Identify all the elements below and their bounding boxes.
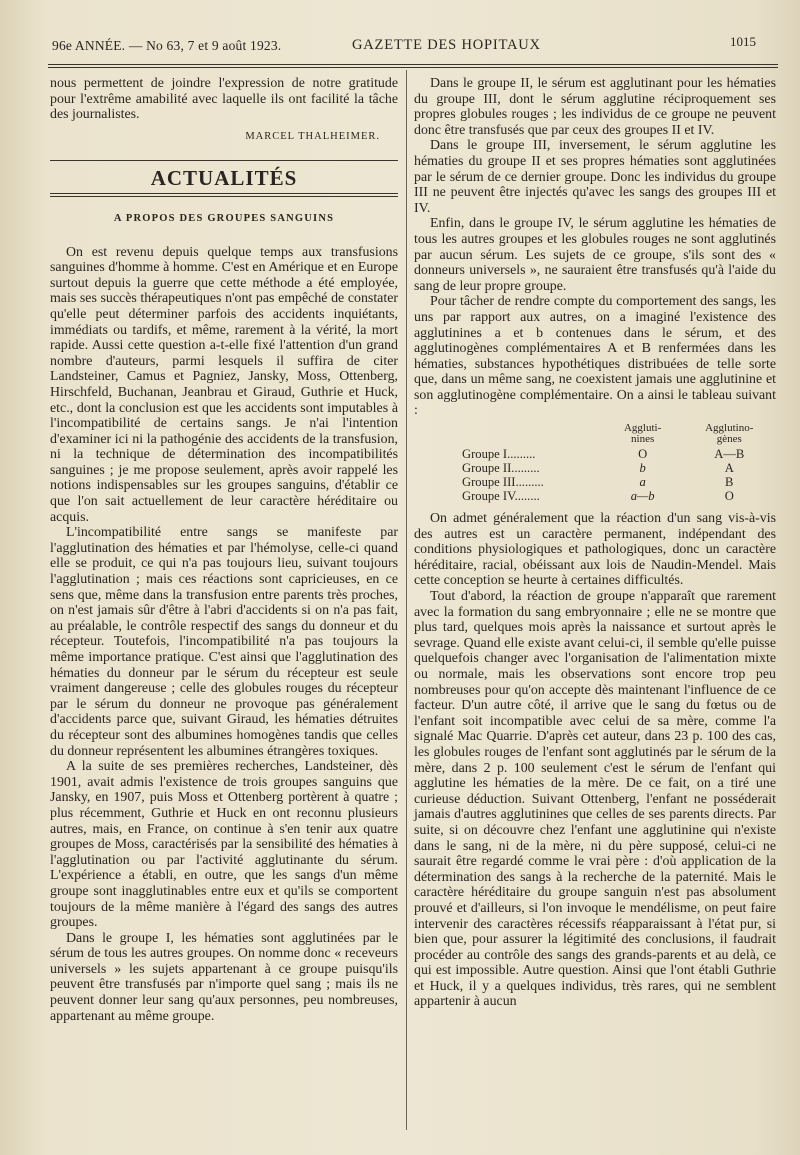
agglutinine-cell: O	[638, 447, 648, 462]
agglutinogene-cell: B	[725, 475, 734, 490]
column-header-agglutinogenes	[682, 423, 776, 447]
right-column	[414, 76, 776, 1010]
journal-title: GAZETTE DES HOPITAUX	[352, 37, 541, 53]
agglutinogene-cell: A	[724, 461, 734, 476]
section-rule	[50, 160, 398, 161]
table-row	[458, 489, 776, 503]
paragraph: Pour tâcher de rendre compte du comportement des sangs, les uns par rapport aux autres, on a imaginé l'existence des agglutinines a et b contenues dans le sérum, et des agglutinogènes complémentaires A et B renfermées dans les hématies, substances hypothétiques distribuées de telle sorte que, dans un même sang, ne coexistent jamais une agglutinine et son agglutinogène complémentaire. On a ainsi le tableau suivant :	[414, 294, 776, 419]
paragraph: Tout d'abord, la réaction de groupe n'apparaît que rarement avec la formation du sang embryonnaire ; elle ne se montre que plus tard, quelques mois après la naissance et surtout après le sevrage. Quand elle existe avant celui-ci, il semble qu'elle puisse quelquefois changer avec l'organisation de l'alimentation mixte ou normale, mais les observations sont encore trop peu nombreuses pour qu'on accepte dès maintenant l'influence de ce facteur. D'un autre côté, il arrive que le sang du fœtus ou de l'enfant soit incompatible avec celui de sa mère, comme l'a signalé Mac Quarrie. D'après cet auteur, dans 23 p. 100 des cas, les globules rouges de l'enfant sont agglutinés par le sérum de la mère, dans 2 p. 100 seulement c'est le sérum de l'enfant qui agglutine les hématies de la mère. De ce fait, on a tiré une curieuse déduction. Suivant Ottenberg, l'enfant ne posséderait jamais d'autres agglutinines que celles de ses parents directs. Par suite, si on découvre chez l'enfant une agglutinine qui n'existe dans le sang, ni de la mère, ni du père supposé, celui-ci ne saurait être regardé comme le vrai père : d'où application de la détermination des sangs à la recherche de la paternité. Mais le caractère héréditaire du groupe sanguin n'est pas absolument prouvé et d'ailleurs, si l'on invoque le mendélisme, on peut faire intervenir des caractères récessifs réapparaissant à l'état pur, si bien que, pour assurer la légitimité des conclusions, il faudrait procéder au contrôle des sangs des grands-parents et au delà, ce qui est impossible. Autre question. Ainsi que l'ont établi Guthrie et Huck, il y a quelques individus, très rares, qui ne semblent appartenir à aucun	[414, 589, 776, 1010]
header-agglutinogenes: Agglutino- gènes	[705, 422, 754, 446]
paragraph: Dans le groupe II, le sérum est agglutinant pour les hématies du groupe III, dont le sérum agglutine réciproquement ses propres globules rouges ; les individus de ce groupe ne peuvent donc être transfusés que par ceux des groupes II et IV.	[414, 76, 776, 138]
column-divider	[406, 70, 407, 1130]
intro-paragraph: nous permettent de joindre l'expression de notre gratitude pour l'extrême amabilité avec laquelle ils ont facilité la tâche des journalistes.	[50, 76, 398, 123]
article-title: A PROPOS DES GROUPES SANGUINS	[113, 212, 335, 224]
blood-group-table	[458, 423, 776, 503]
section-title-rule	[50, 193, 398, 197]
agglutinogene-cell: O	[724, 489, 734, 504]
header-agglutinines: Aggluti- nines	[623, 422, 662, 446]
issue-line: 96e ANNÉE. — No 63, 7 et 9 août 1923.	[52, 38, 282, 53]
row-label: Groupe II.........	[462, 461, 540, 476]
paragraph: Dans le groupe I, les hématies sont agglutinées par le sérum de tous les autres groupes. On nomme donc « receveurs universels » les sujets appartenant à ce groupe puisqu'ils peuvent être transfusés par n'importe quel sang ; mais ils ne peuvent donner leur sang qu'aux personnes, peu nombreuses, appartenant au même groupe.	[50, 930, 398, 1024]
running-header	[40, 32, 778, 62]
header-rule	[48, 64, 778, 68]
table-row	[458, 475, 776, 489]
paragraph: Enfin, dans le groupe IV, le sérum agglutine les hématies de tous les autres groupes et les globules rouges ne sont agglutinés par aucun sérum. Les sujets de ce groupe, s'ils sont des « donneurs universels », ne sauraient être transfusés qu'à l'aide du sang de leur propre groupe.	[414, 216, 776, 294]
row-label: Groupe IV........	[462, 489, 540, 504]
agglutinogene-cell: A—B	[714, 447, 745, 462]
paragraph: On est revenu depuis quelque temps aux transfusions sanguines d'homme à homme. C'est en Amérique et en Europe surtout depuis la guerre que cette méthode a été employée, mais ses succès thérapeutiques n'ont pas empêché de constater qu'elle peut déterminer parfois des accidents inquiétants, immédiats ou tardifs, et même, rarement à la vérité, la mort rapide. Aussi cette question a-t-elle fixé l'attention d'un grand nombre d'auteurs, parmi lesquels il suffira de citer Landsteiner, Camus et Pagniez, Jansky, Moss, Ottenberg, Hirschfeld, Buchanan, Jeanbrau et Giraud, Guthrie et Huck, etc., dont la conclusion est que les accidents sont imputables à l'incompatibilité de certains sangs. Je n'ai l'intention d'examiner ici ni la pathogénie des accidents de la transfusion, ni la technique de détermination des incompatibilités sanguines ; je me propose seulement, après avoir rappelé les notions indispensables sur les groupes sanguins, d'établir ce que l'on sait actuellement de leur caractère héréditaire ou acquis.	[50, 244, 398, 525]
left-column	[50, 76, 398, 1024]
table-header-row	[458, 423, 776, 447]
column-header-agglutinines	[603, 423, 683, 447]
paragraph: On admet généralement que la réaction d'un sang vis-à-vis des autres est un caractère permanent, indépendant des conditions physiologiques et pathologiques, donc un caractère héréditaire, racial, obéissant aux lois de Naudin-Mendel. Mais cette conception se heurte à certaines difficultés.	[414, 511, 776, 589]
table-row	[458, 461, 776, 475]
section-title: ACTUALITÉS	[150, 166, 298, 191]
table-row	[458, 447, 776, 461]
agglutinine-cell: a	[639, 475, 646, 490]
agglutinine-cell: b	[639, 461, 646, 476]
row-label: Groupe I.........	[462, 447, 536, 462]
paragraph: L'incompatibilité entre sangs se manifeste par l'agglutination des hématies et par l'hémolyse, celle-ci quand elle se produit, ce qui n'a pas toujours lieu, suivant toujours l'agglutination ; mais ces réactions sont capricieuses, en ce sens que, même dans la transfusion entre parents très proches, on n'est jamais sûr d'être à l'abri d'accidents si on n'a pas fait, au préalable, le contrôle respectif des sangs du donneur et du récepteur. Toutefois, l'incompatibilité n'a pas toujours la même importance pratique. C'est ainsi que l'agglutination des hématies du donneur par le sérum du récepteur est seule vraiment dangereuse ; celle des globules rouges du récepteur par le sérum du donneur ne provoque pas généralement d'accidents parce que, suivant Giraud, les hématies détruites du récepteur sont des albumines homogènes tandis que celles du donneur représentent les albumines étrangères toxiques.	[50, 525, 398, 759]
paragraph: A la suite de ses premières recherches, Landsteiner, dès 1901, avait admis l'existence de trois groupes sanguins que Jansky, en 1907, puis Moss et Ottenberg portèrent à quatre ; plus récemment, Guthrie et Huck en ont reconnu plusieurs autres, mais, en France, on continue à s'en tenir aux quatre groupes de Moss, caractérisés par la sensibilité des hématies à l'agglutination ou par l'activité agglutinante du sérum. L'expérience a établi, en outre, que les sangs d'un même groupe sont inagglutinables entre eux et qu'ils se comportent toujours de la même manière à l'égard des sangs des autres groupes.	[50, 759, 398, 931]
row-label: Groupe III.........	[462, 475, 544, 490]
author-signature: MARCEL THALHEIMER.	[245, 130, 380, 142]
page-number: 1015	[730, 34, 756, 49]
agglutinine-cell: a—b	[630, 489, 655, 504]
paragraph: Dans le groupe III, inversement, le sérum agglutine les hématies du groupe II et ses propres hématies sont agglutinées par le sérum de ce dernier groupe. Donc les individus du groupe III ne peuvent être injectés qu'avec les sangs des groupes III et IV.	[414, 138, 776, 216]
